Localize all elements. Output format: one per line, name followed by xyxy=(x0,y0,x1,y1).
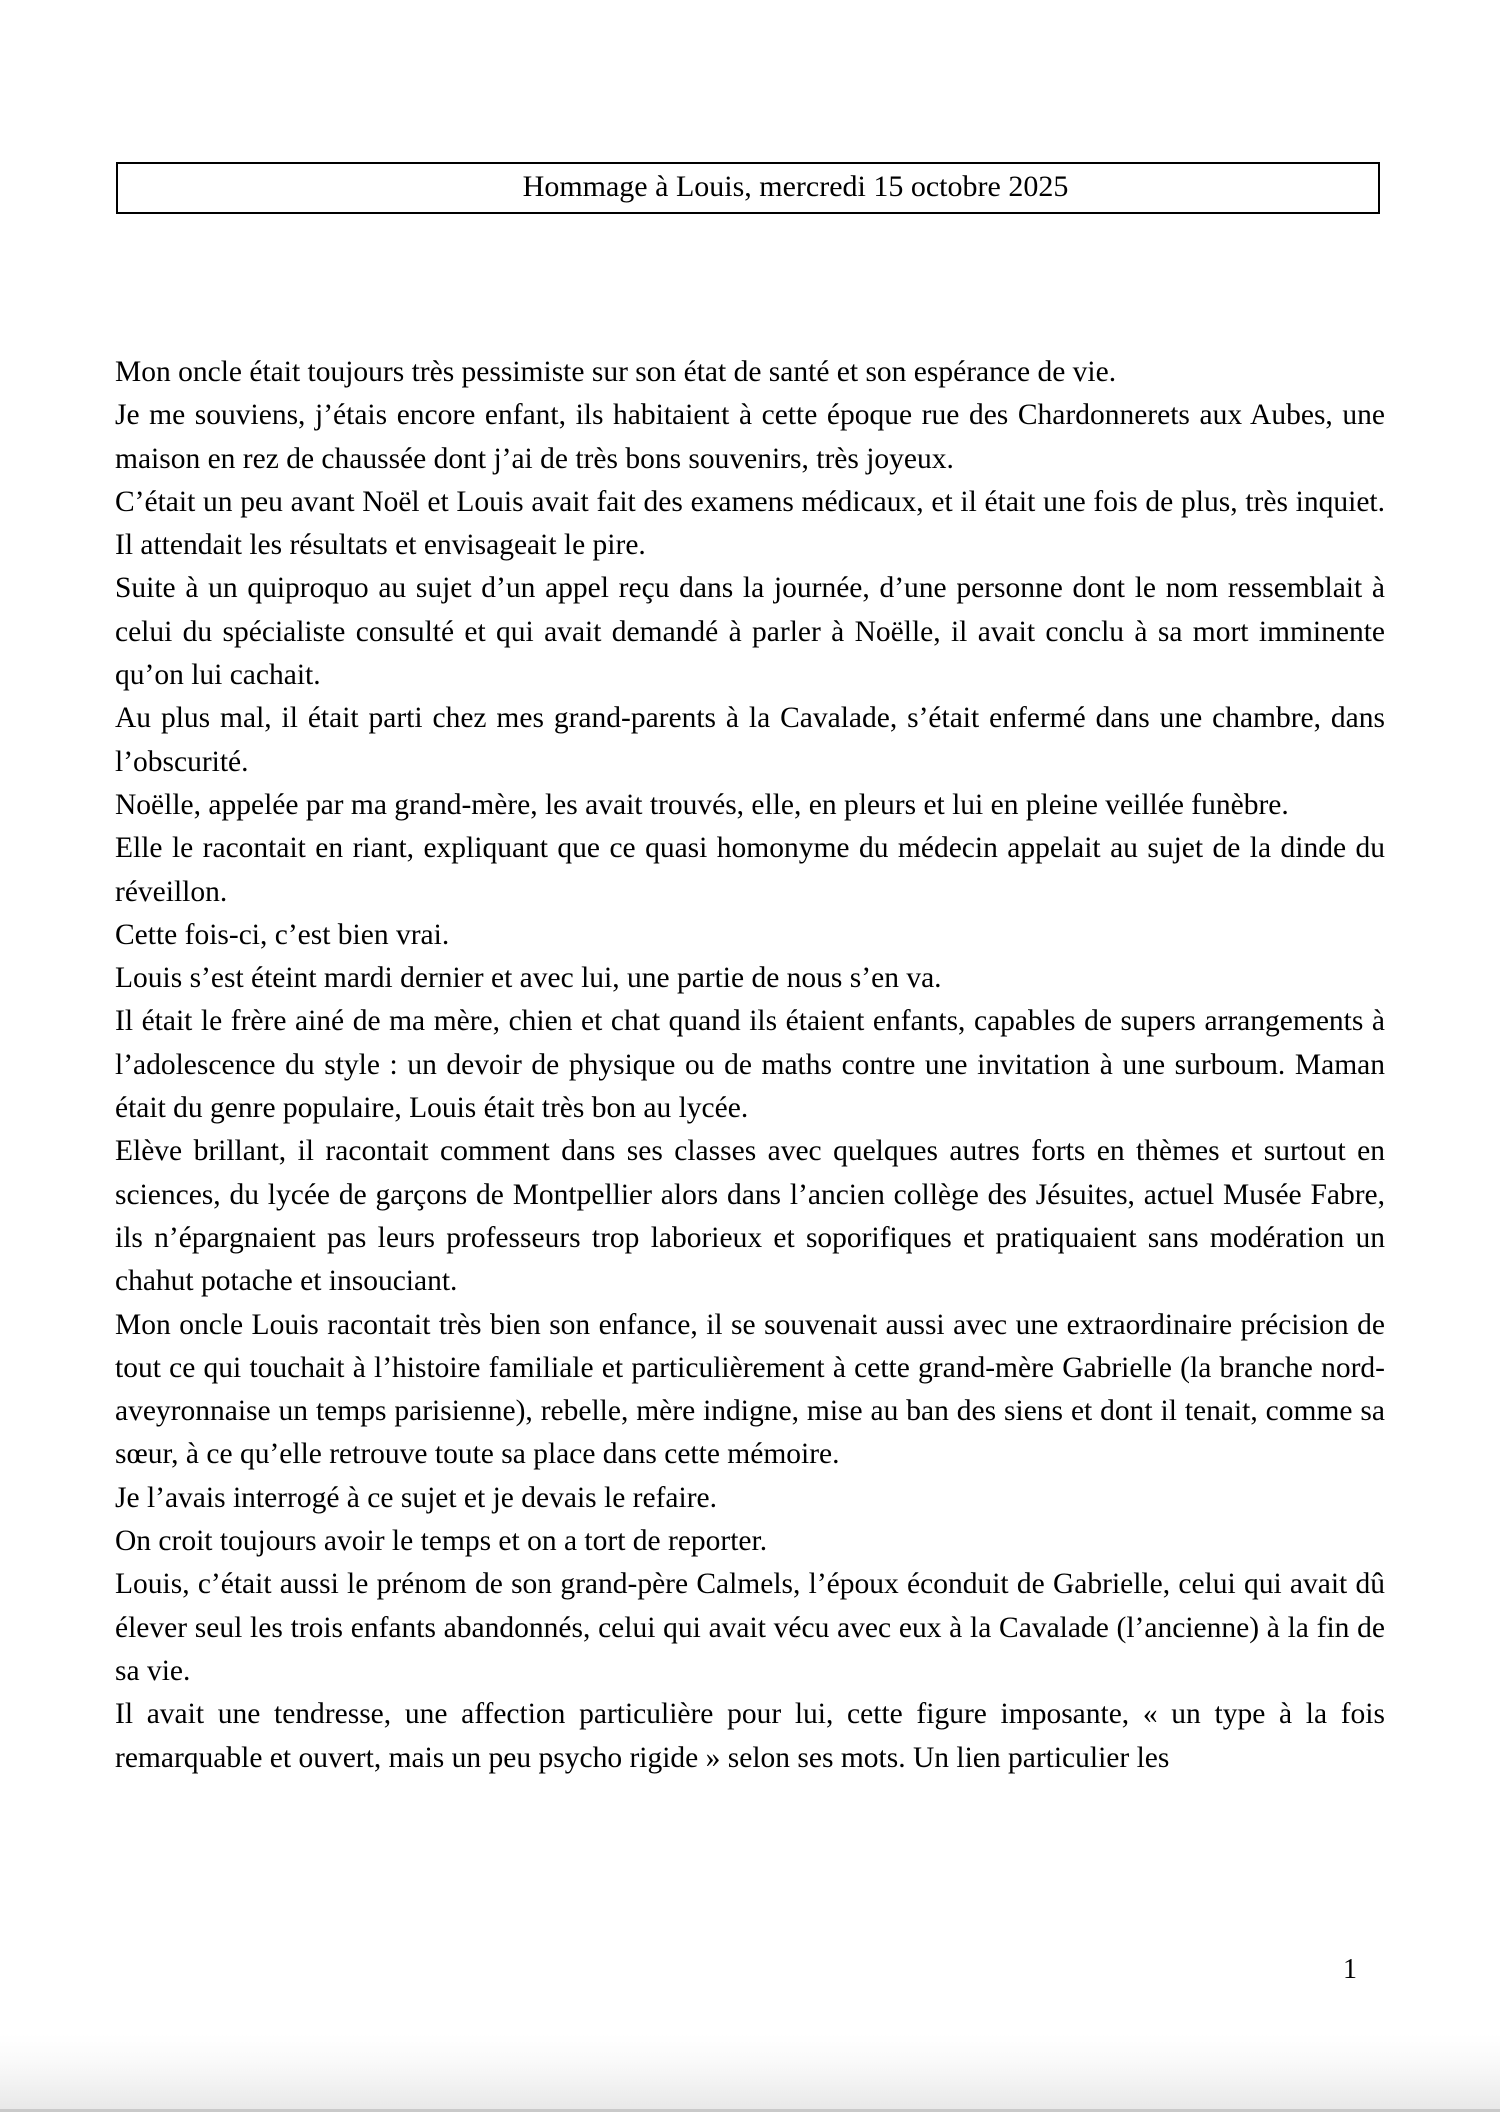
paragraph: Mon oncle était toujours très pessimiste sur son état de santé et son espérance de vie. xyxy=(115,356,1117,388)
paragraph: Au plus mal, il était parti chez mes grand-parents à la Cavalade, s’était enfermé dans une chambre, dans l’obscurité. xyxy=(115,702,1385,778)
paragraph: Elle le racontait en riant, expliquant que ce quasi homonyme du médecin appelait au sujet de la dinde du réveillon. xyxy=(115,832,1385,908)
paragraph: Je me souviens, j’étais encore enfant, ils habitaient à cette époque rue des Chardonnerets aux Aubes, une maison en rez de chaussée dont j’ai de très bons souvenirs, très joyeux. xyxy=(115,399,1385,475)
paragraph: Suite à un quiproquo au sujet d’un appel reçu dans la journée, d’une personne dont le nom ressemblait à celui du spécialiste consulté et qui avait demandé à parler à Noëlle, il avait conclu à sa mort imminente qu’on lui cachait. xyxy=(115,572,1385,692)
document-body xyxy=(115,351,1385,1780)
paragraph: Je l’avais interrogé à ce sujet et je devais le refaire. xyxy=(115,1481,717,1514)
paragraph: Mon oncle Louis racontait très bien son enfance, il se souvenait aussi avec une extraordinaire précision de tout ce qui touchait à l’histoire familiale et particulièrement à cette grand-mère Gabrielle (la branche nord-aveyronnaise un temps parisienne), rebelle, mère indigne, mise au ban des siens et dont il tenait, comme sa sœur, à ce qu’elle retrouve toute sa place dans cette mémoire. xyxy=(115,1308,1385,1471)
page-bottom-edge xyxy=(0,2034,1500,2112)
document-title-box xyxy=(116,162,1380,214)
paragraph: Louis s’est éteint mardi dernier et avec lui, une partie de nous s’en va. xyxy=(115,962,942,995)
paragraph: Cette fois-ci, c’est bien vrai. xyxy=(115,918,450,951)
paragraph: Elève brillant, il racontait comment dans ses classes avec quelques autres forts en thèmes et surtout en sciences, du lycée de garçons de Montpellier alors dans l’ancien collège des Jésuites, actuel Musée Fabre, ils n’épargnaient pas leurs professeurs trop laborieux et soporifiques et pratiquaient sans modération un chahut potache et insouciant. xyxy=(115,1135,1385,1298)
paragraph: Il avait une tendresse, une affection particulière pour lui, cette figure imposante, « un type à la fois remarquable et ouvert, mais un peu psycho rigide » selon ses mots. Un lien particulier les xyxy=(115,1698,1385,1774)
paragraph: On croit toujours avoir le temps et on a tort de reporter. xyxy=(115,1525,768,1558)
paragraph: Noëlle, appelée par ma grand-mère, les avait trouvés, elle, en pleurs et lui en pleine veillée funèbre. xyxy=(115,788,1289,821)
paragraph: Il était le frère ainé de ma mère, chien et chat quand ils étaient enfants, capables de supers arrangements à l’adolescence du style : un devoir de physique ou de maths contre une invitation à une surboum. Maman était du genre populaire, Louis était très bon au lycée. xyxy=(115,1005,1385,1125)
document-title: Hommage à Louis, mercredi 15 octobre 2025 xyxy=(522,170,1069,203)
page-number: 1 xyxy=(1343,1954,1357,1985)
paragraph: Louis, c’était aussi le prénom de son grand-père Calmels, l’époux éconduit de Gabrielle, celui qui avait dû élever seul les trois enfants abandonnés, celui qui avait vécu avec eux à la Cavalade (l’ancienne) à la fin de sa vie. xyxy=(115,1568,1385,1687)
paragraph: C’était un peu avant Noël et Louis avait fait des examens médicaux, et il était une fois de plus, très inquiet. Il attendait les résultats et envisageait le pire. xyxy=(115,485,1385,562)
